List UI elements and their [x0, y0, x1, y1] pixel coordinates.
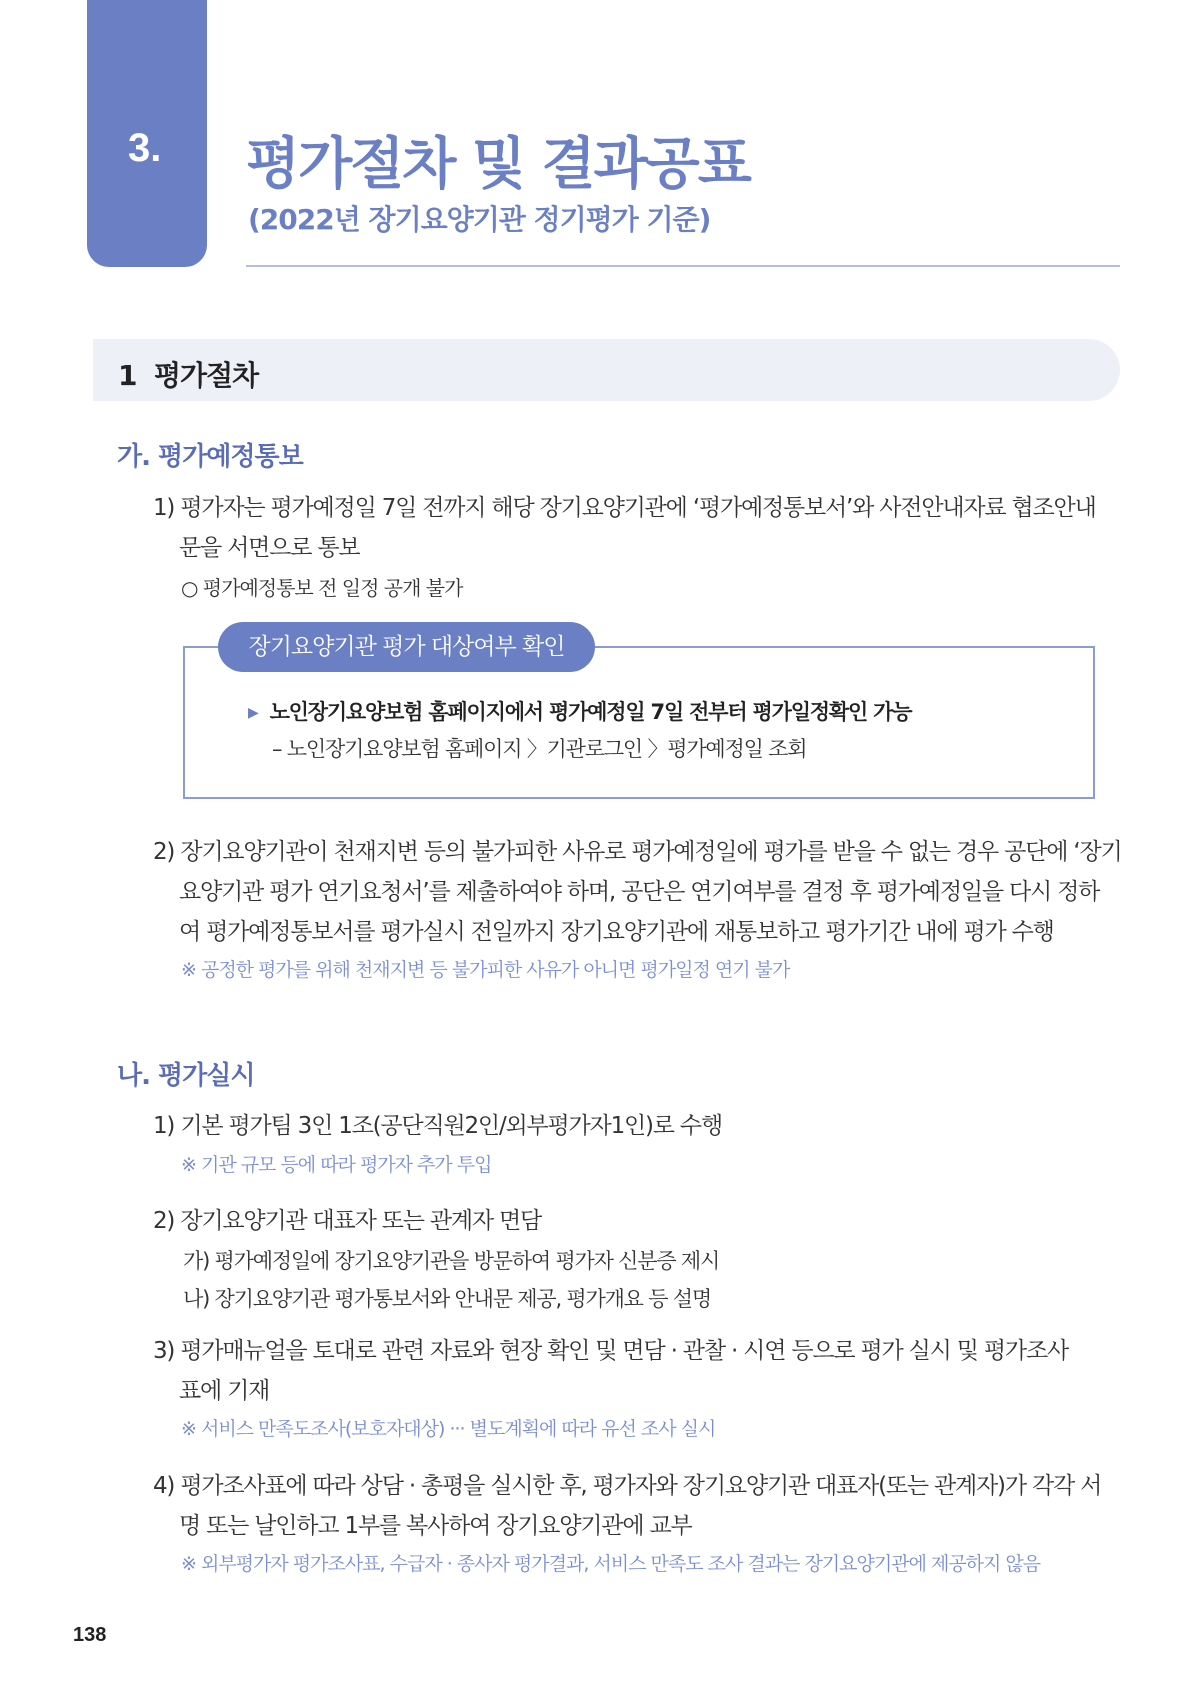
- note-text: ※ 외부평가자 평가조사표, 수급자 · 종사자 평가결과, 서비스 만족도 조사 결과는 장기요양기관에 제공하지 않음: [181, 1553, 1041, 1575]
- note-text: ※ 공정한 평가를 위해 천재지변 등 불가피한 사유가 아니면 평가일정 연기 불가: [181, 959, 790, 981]
- section-title: [118, 354, 258, 394]
- paragraph-line: 명 또는 날인하고 1부를 복사하여 장기요양기관에 교부: [179, 1513, 692, 1539]
- subsection-heading-a: 가. 평가예정통보: [117, 442, 303, 472]
- paragraph-line: 4) 평가조사표에 따라 상담 · 총평을 실시한 후, 평가자와 장기요양기관 대표자(또는 관계자)가 각각 서: [153, 1473, 1102, 1499]
- paragraph-line: 1) 평가자는 평가예정일 7일 전까지 해당 장기요양기관에 ‘평가예정통보서’와 사전안내자료 협조안내: [153, 495, 1096, 521]
- note-text: ※ 기관 규모 등에 따라 평가자 추가 투입: [181, 1154, 492, 1176]
- bullet-item: ○ 평가예정통보 전 일정 공개 불가: [181, 576, 463, 600]
- paragraph-line: 1) 기본 평가팀 3인 1조(공단직원2인/외부평가자1인)로 수행: [153, 1113, 722, 1139]
- subsection-heading-b: 나. 평가실시: [117, 1061, 255, 1091]
- page-number: 138: [73, 1624, 107, 1646]
- paragraph-line: 여 평가예정통보서를 평가실시 전일까지 장기요양기관에 재통보하고 평가기간 내에 평가 수행: [179, 919, 1054, 945]
- note-text: ※ 서비스 만족도조사(보호자대상) ··· 별도계획에 따라 유선 조사 실시: [181, 1418, 716, 1440]
- section-label: 평가절차: [153, 359, 259, 392]
- info-box-sub-text: – 노인장기요양보험 홈페이지 〉기관로그인 〉평가예정일 조회: [272, 737, 807, 761]
- paragraph-line: 2) 장기요양기관 대표자 또는 관계자 면담: [153, 1208, 542, 1234]
- paragraph-line: 2) 장기요양기관이 천재지변 등의 불가피한 사유로 평가예정일에 평가를 받을 수 없는 경우 공단에 ‘장기: [153, 839, 1122, 865]
- triangle-bullet-icon: ▶: [248, 705, 258, 721]
- section-number: 1: [118, 359, 137, 392]
- chapter-title: 평가절차 및 결과공표: [246, 132, 750, 197]
- title-divider: [246, 265, 1120, 267]
- chapter-number: 3.: [128, 126, 162, 170]
- paragraph-line: 문을 서면으로 통보: [179, 535, 360, 561]
- paragraph-line: 요양기관 평가 연기요청서’를 제출하여야 하며, 공단은 연기여부를 결정 후 평가예정일을 다시 정하: [179, 879, 1100, 905]
- info-box-main-label: 노인장기요양보험 홈페이지에서 평가예정일 7일 전부터 평가일정확인 가능: [269, 700, 912, 724]
- chapter-subtitle: (2022년 장기요양기관 정기평가 기준): [248, 203, 711, 236]
- info-box-main-text: [248, 696, 911, 726]
- sub-item: 나) 장기요양기관 평가통보서와 안내문 제공, 평가개요 등 설명: [183, 1287, 711, 1311]
- sub-item: 가) 평가예정일에 장기요양기관을 방문하여 평가자 신분증 제시: [183, 1249, 720, 1273]
- paragraph-line: 3) 평가매뉴얼을 토대로 관련 자료와 현장 확인 및 면담 · 관찰 · 시연 등으로 평가 실시 및 평가조사: [153, 1338, 1068, 1364]
- paragraph-line: 표에 기재: [179, 1378, 270, 1404]
- info-box-label: 장기요양기관 평가 대상여부 확인: [218, 622, 595, 672]
